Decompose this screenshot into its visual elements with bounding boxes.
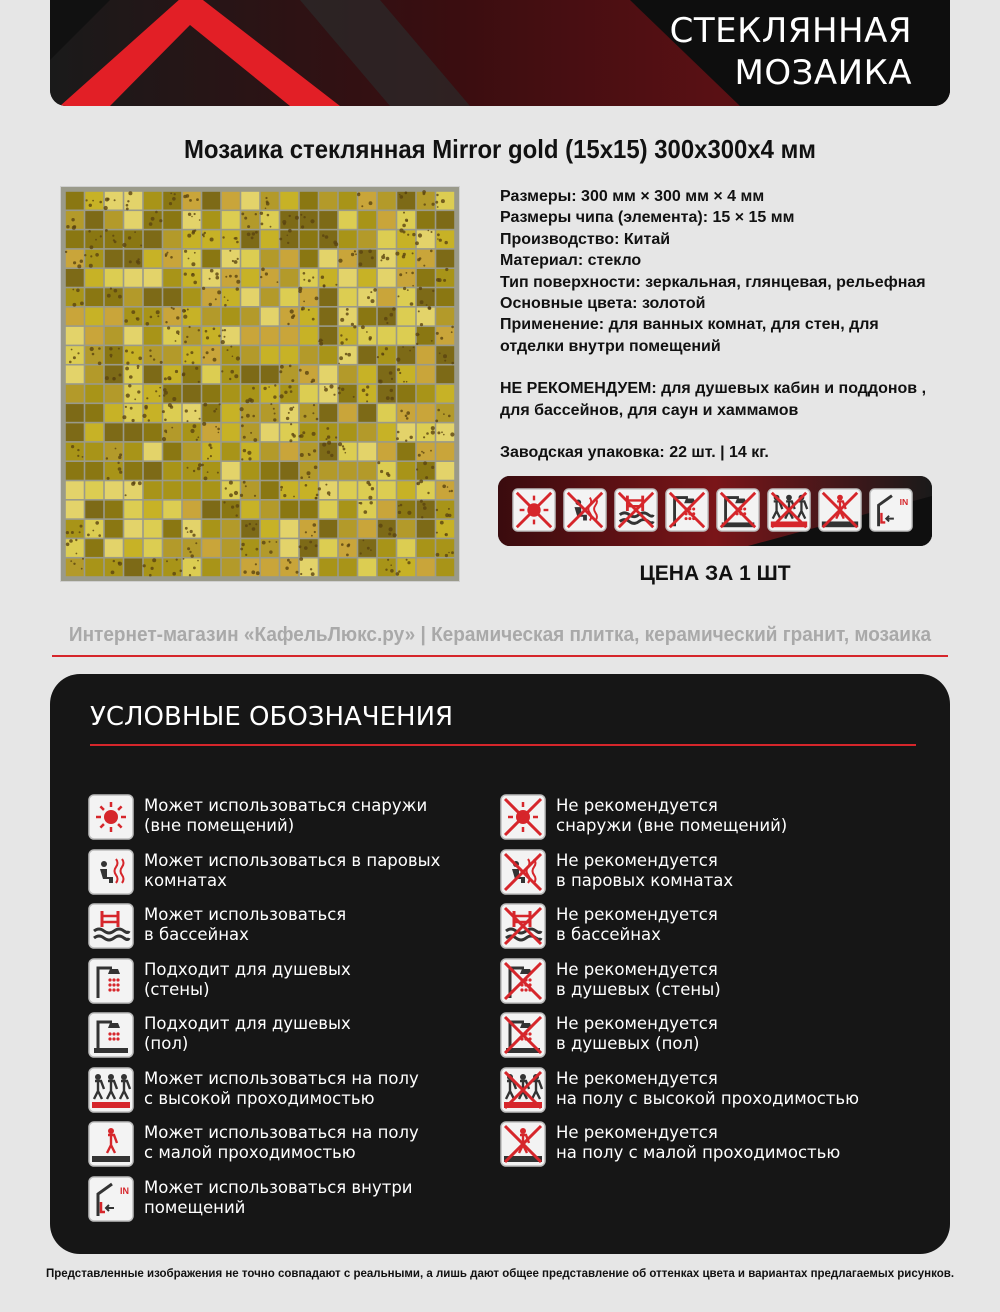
legend-divider xyxy=(90,744,916,746)
legend-item-line1: Может использоваться снаружи xyxy=(144,796,428,815)
legend-item-line1: Может использоваться на полу xyxy=(144,1068,419,1088)
shop-divider xyxy=(52,655,948,657)
spec-origin: Производство: Китай xyxy=(500,230,671,248)
legend-item-text xyxy=(556,1014,718,1054)
svg-text:IN: IN xyxy=(899,497,909,508)
no-pool-icon xyxy=(614,488,658,532)
legend-item-text xyxy=(144,796,427,836)
legend-item-line2: (вне помещений) xyxy=(144,816,295,835)
no-outdoor-icon xyxy=(512,488,556,532)
product-title: Мозаика стеклянная Mirror gold (15x15) 300x300x4 мм xyxy=(183,134,817,164)
disclaimer: Представленные изображения не точно совпадают с реальными, а лишь дают общее представление об оттенках цвета и вариантах предлагаемых рисунков. xyxy=(45,1268,955,1280)
legend-item-text xyxy=(144,905,346,945)
legend-item-line2: на полу с малой проходимостью xyxy=(556,1143,841,1162)
legend-item-line1: Может использоваться xyxy=(144,905,347,924)
legend-item-line1: Не рекомендуется xyxy=(556,1123,718,1142)
legend-item-line1: Может использоваться в паровых xyxy=(144,850,441,870)
legend-item-text xyxy=(144,1123,419,1163)
legend-item-line2: в душевых (пол) xyxy=(556,1034,700,1053)
legend-item-line2: с высокой проходимостью xyxy=(144,1088,375,1108)
legend-item-text xyxy=(556,851,733,891)
no-steam-room-icon xyxy=(500,849,546,895)
indoor-icon xyxy=(88,1176,134,1222)
banner-title xyxy=(670,10,912,94)
shower-wall-icon xyxy=(88,958,134,1004)
no-shower-wall-icon xyxy=(500,958,546,1004)
shop-tagline: Интернет-магазин «КафельЛюкс.ру» | Керамическая плитка, керамический гранит, мозаика xyxy=(68,624,932,646)
banner-title-line1: СТЕКЛЯННАЯ xyxy=(669,11,912,51)
legend-item-line2: в паровых комнатах xyxy=(556,870,734,890)
legend-item-line1: Не рекомендуется xyxy=(556,905,718,924)
no-high-traffic-icon xyxy=(767,488,811,532)
legend-item-line1: Может использоваться внутри xyxy=(144,1177,413,1197)
no-low-traffic-floor-icon xyxy=(500,1121,546,1167)
legend-title: УСЛОВНЫЕ ОБОЗНАЧЕНИЯ xyxy=(90,702,454,732)
legend-panel xyxy=(50,674,950,1254)
legend-item-line1: Не рекомендуется xyxy=(556,796,718,815)
indoor-icon xyxy=(869,488,913,532)
banner-title-line2: МОЗАИКА xyxy=(734,53,912,93)
no-shower-floor-icon xyxy=(500,1012,546,1058)
legend-item-line1: Не рекомендуется xyxy=(556,850,718,870)
high-traffic-floor-icon xyxy=(88,1067,134,1113)
product-image xyxy=(60,186,460,582)
legend-item-line2: в душевых (стены) xyxy=(556,979,721,999)
no-shower-floor-icon xyxy=(716,488,760,532)
no-shower-wall-icon xyxy=(665,488,709,532)
legend-item-text xyxy=(556,796,787,836)
spec-size: Размеры: 300 мм × 300 мм × 4 мм xyxy=(500,188,765,205)
legend-item-text xyxy=(556,1069,859,1109)
legend-item-line1: Не рекомендуется xyxy=(556,959,718,979)
legend-item-text xyxy=(144,851,440,891)
legend-item-line2: в бассейнах xyxy=(556,925,661,944)
legend-item-line2: комнатах xyxy=(144,870,227,890)
mosaic-tiles xyxy=(61,187,459,581)
pool-icon xyxy=(88,903,134,949)
legend-item-text xyxy=(144,1178,413,1218)
spec-surface: Тип поверхности: зеркальная, глянцевая, рельефная xyxy=(500,273,926,291)
no-steam-icon xyxy=(563,488,607,532)
packaging: Заводская упаковка: 22 шт. | 14 кг. xyxy=(500,444,769,462)
legend-item-line2: в бассейнах xyxy=(144,925,249,944)
spec-application: Применение: для ванных комнат, для стен, для xyxy=(500,316,879,334)
legend-item-line1: Подходит для душевых xyxy=(144,959,351,979)
spec-chip-size: Размеры чипа (элемента): 15 × 15 мм xyxy=(500,209,795,227)
legend-item-line2: с малой проходимостью xyxy=(144,1143,356,1162)
steam-room-icon xyxy=(88,849,134,895)
not-recommended-line2: для бассейнов, для саун и хаммамов xyxy=(500,401,799,419)
no-outdoor-icon xyxy=(500,794,546,840)
spec-colors: Основные цвета: золотой xyxy=(500,295,706,313)
usage-icon-bar xyxy=(498,476,932,546)
spec-material: Материал: стекло xyxy=(500,252,642,270)
low-traffic-floor-icon xyxy=(88,1121,134,1167)
legend-item-text xyxy=(144,960,351,1000)
legend-item-text xyxy=(556,905,718,945)
header-banner xyxy=(50,0,950,106)
legend-item-line2: (пол) xyxy=(144,1034,189,1053)
price-note: ЦЕНА ЗА 1 ШТ xyxy=(639,562,791,585)
svg-text:IN: IN xyxy=(120,1185,129,1196)
legend-item-text xyxy=(556,1123,840,1163)
legend-item-line1: Не рекомендуется xyxy=(556,1014,718,1033)
spec-application-cont: отделки внутри помещений xyxy=(500,337,721,355)
no-high-traffic-floor-icon xyxy=(500,1067,546,1113)
product-specs xyxy=(500,186,950,463)
legend-item-line1: Не рекомендуется xyxy=(556,1068,718,1088)
shower-floor-icon xyxy=(88,1012,134,1058)
legend-item-line2: снаружи (вне помещений) xyxy=(556,816,788,835)
legend-item-line1: Подходит для душевых xyxy=(144,1014,351,1033)
not-recommended-line1: НЕ РЕКОМЕНДУЕМ: для душевых кабин и поддонов , xyxy=(500,380,927,398)
legend-item-text xyxy=(556,960,721,1000)
legend-item-text xyxy=(144,1014,351,1054)
no-low-traffic-icon xyxy=(818,488,862,532)
legend-item-text xyxy=(144,1069,419,1109)
legend-item-line2: на полу с высокой проходимостью xyxy=(556,1088,860,1108)
legend-item-line2: (стены) xyxy=(144,979,210,999)
legend-item-line1: Может использоваться на полу xyxy=(144,1123,419,1142)
legend-item-line2: помещений xyxy=(144,1197,246,1217)
outdoor-icon xyxy=(88,794,134,840)
no-pool-icon xyxy=(500,903,546,949)
